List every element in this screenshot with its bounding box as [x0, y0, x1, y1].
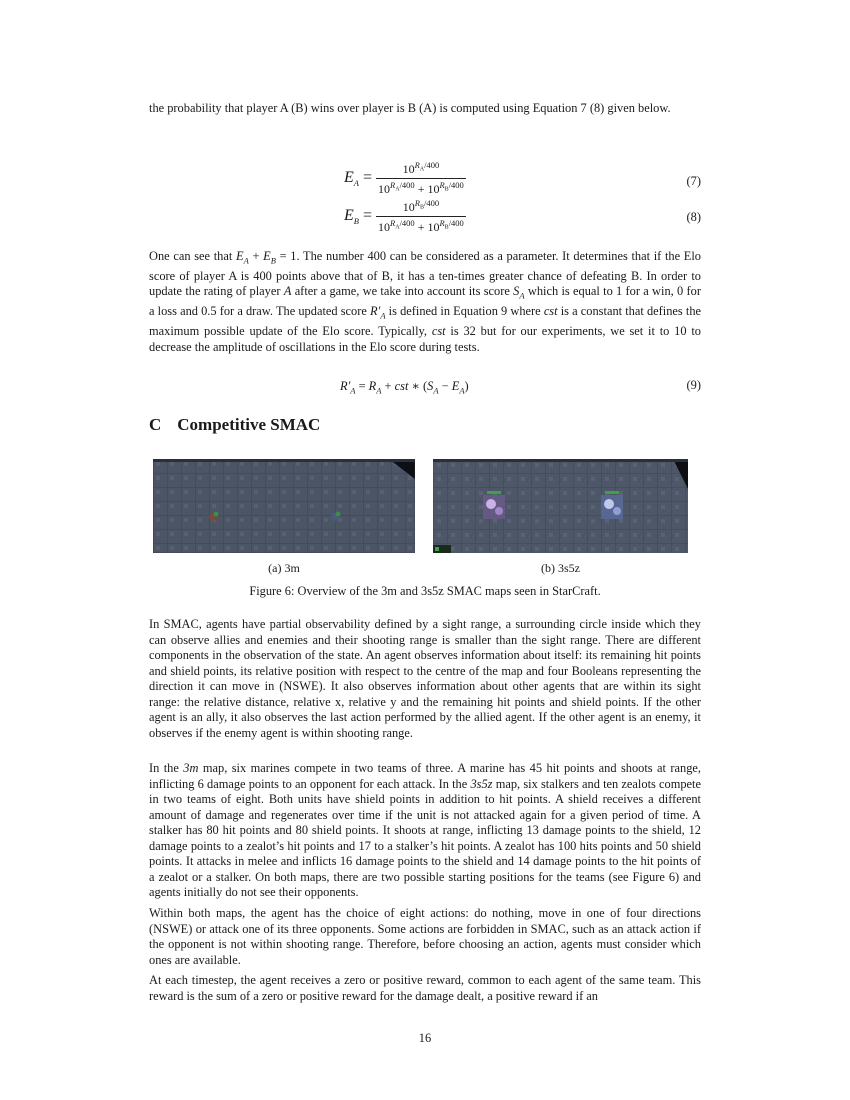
equation-9: $R'_A = R_A$ + cst ∗ $(S_A - E_A)$ (9): [340, 378, 701, 396]
eq7-number: (7): [686, 174, 701, 188]
section-heading: C Competitive SMAC: [149, 415, 321, 434]
eq7-fraction: $\frac{10^{R_A/400}}{10^{R_A/400} + 10^{R_B/400}}$: [378, 160, 464, 196]
reward-paragraph: At each timestep, the agent receives a zero or positive reward, common to each agent of the same team. This reward is the sum of a zero or positive reward for the damage dealt, a positive reward if an: [149, 973, 701, 1003]
eq8-fraction: $\frac{10^{R_B/400}}{10^{R_A/400} + 10^{R_B/400}}$: [378, 198, 464, 234]
observation-paragraph: In SMAC, agents have partial observability defined by a sight range, a surrounding circle inside which they can observe allies and enemies and their shooting range is smaller than the sight range. There are different components in the observation of the state. An agent observes information about itself: its remaining hit points and shield points, its relative position with respect to the centre of the map and four Booleans representing the direction it can move in (NSWE). It also observes information about other agents that are within its sight range: the relative distance, relative x, relative y and the remaining hit points and shield points. If the other agent is an ally, it also observes the last action performed by the allied agent. If the other agent is an enemy, it observes if the enemy agent is within shooting range.: [149, 617, 701, 740]
figure-3s5z-image: [433, 459, 688, 553]
eq9-number: (9): [686, 378, 701, 392]
protoss-team-right: [601, 491, 623, 519]
equation-7: $E_A$ = $\frac{10^{R_A/400}}{10^{R_A/400} + 10^{R_B/400}}$ (7): [344, 160, 701, 196]
actions-paragraph: Within both maps, the agent has the choice of eight actions: do nothing, move in one of four directions (NSWE) or attack one of its three opponents. Some actions are forbidden in SMAC, such as an attack action if the opponent is not within shooting range. Therefore, before choosing an action, agents must consider which ones are available.: [149, 906, 701, 967]
elo-paragraph: One can see that $E_A + E_B = 1$. The number 400 can be considered as a parameter. It determines that if the Elo score of player A is 400 points above that of B, it has a ten-times greater chance of defeating B. In order to update the rating of player A after a game, we take into account its score $S_A$ which is equal to 1 for a win, 0 for a loss and 0.5 for a draw. The updated score $R'_A$ is defined in Equation 9 where cst is a constant that defines the maximum possible update of the Elo score. Typically, cst is 32 but for our experiments, we set it to 10 to decrease the amplitude of oscillations in the Elo score during tests.: [149, 249, 702, 354]
eq8-lhs: $E_B$: [344, 207, 359, 227]
equation-8: $E_B$ = $\frac{10^{R_B/400}}{10^{R_A/400} + 10^{R_B/400}}$ (8): [344, 198, 701, 234]
eq7-lhs: $E_A$: [344, 169, 359, 189]
intro-paragraph: the probability that player A (B) wins over player is B (A) is computed using Equation 7 (8) given below.: [149, 101, 671, 115]
figure-3m-image: [153, 459, 415, 553]
subcaption-b: (b) 3s5z: [541, 561, 580, 575]
figure-caption: Figure 6: Overview of the 3m and 3s5z SMAC maps seen in StarCraft.: [249, 584, 601, 598]
eq8-number: (8): [686, 210, 701, 224]
subcaption-a: (a) 3m: [268, 561, 300, 575]
maps-paragraph: In the 3m map, six marines compete in two teams of three. A marine has 45 hit points and shoots at range, inflicting 6 damage points to an opponent for each attack. In the 3s5z map, six stalkers and ten zealots compete in two teams of eight. Both units have shield points in addition to hit points. A shield receives a different amount of damage and regenerates over time if the unit is not attacked again for a given period of time. A stalker has 80 hit points and 80 shield points. It shoots at range, inflicting 13 damage points to the shield, 12 damage points to a zealot’s hit points and 17 to a stalker’s hit points. A zealot has 100 hits points and 50 shield points. It attacks in melee and inflicts 16 damage points to the shield and 14 damage points to the hit points of a zealot or a stalker. On both maps, there are two possible starting positions for the teams (see Figure 6) and agents initially do not see their opponents.: [149, 761, 702, 899]
protoss-team-left: [483, 491, 505, 519]
page-number: 16: [418, 1031, 432, 1045]
